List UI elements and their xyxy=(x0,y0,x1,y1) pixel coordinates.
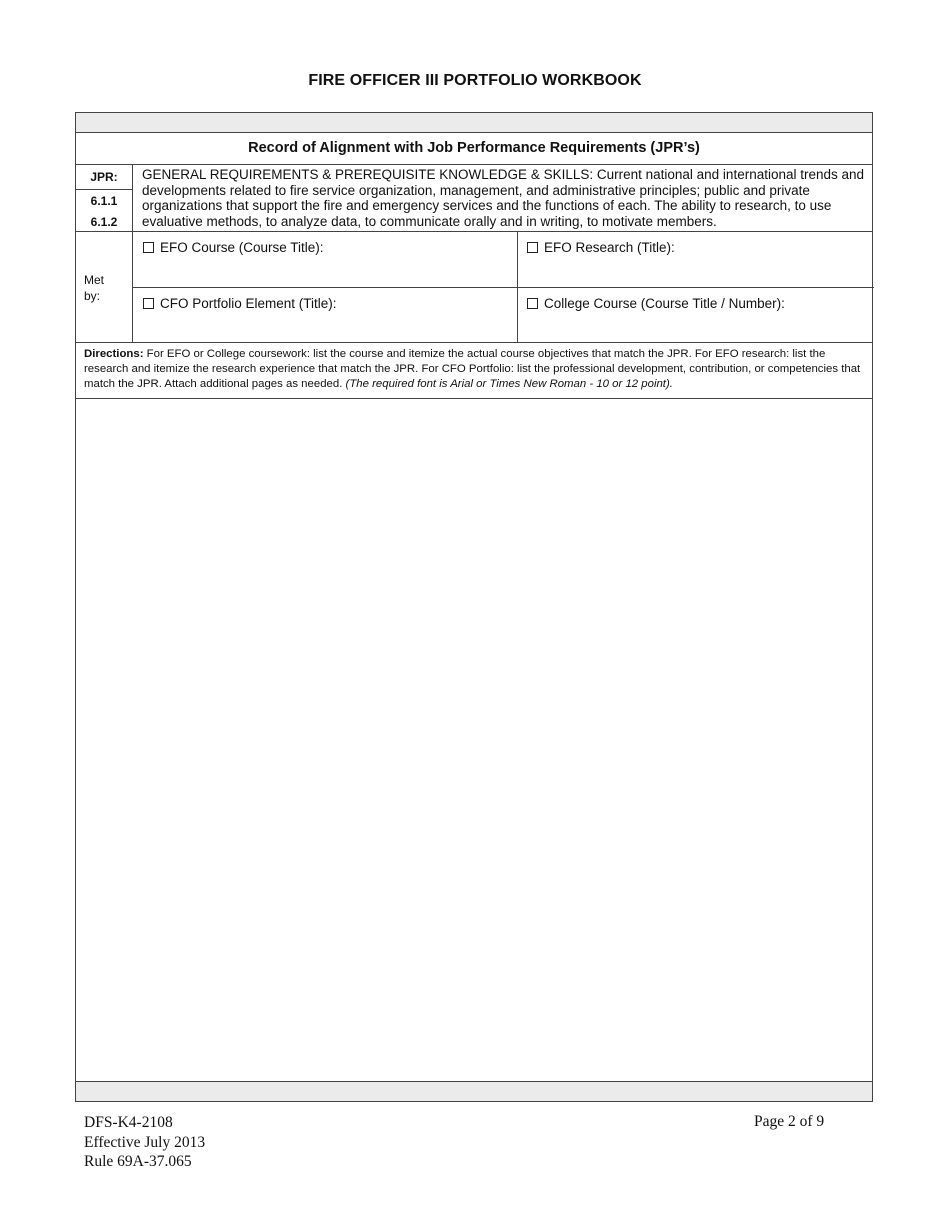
directions-font-note: (The required font is Arial or Times New Roman - 10 or 12 point). xyxy=(345,378,673,391)
row-divider xyxy=(76,342,872,343)
option-cfo-portfolio[interactable] xyxy=(143,296,337,311)
cfo-portfolio-checkbox[interactable] xyxy=(143,298,154,309)
form-header-band xyxy=(76,113,872,133)
efo-research-label: EFO Research (Title): xyxy=(544,240,675,255)
footer-info xyxy=(84,1113,205,1172)
efo-course-checkbox[interactable] xyxy=(143,242,154,253)
college-course-label: College Course (Course Title / Number): xyxy=(544,296,785,311)
efo-research-checkbox[interactable] xyxy=(527,242,538,253)
row-divider xyxy=(76,231,872,232)
option-efo-course[interactable] xyxy=(143,240,324,255)
response-area[interactable] xyxy=(76,399,872,1083)
form-id: DFS-K4-2108 xyxy=(84,1114,173,1131)
directions-label: Directions: xyxy=(84,348,144,360)
document-title: FIRE OFFICER III PORTFOLIO WORKBOOK xyxy=(308,72,642,89)
met-by-label xyxy=(84,272,104,304)
efo-course-label: EFO Course (Course Title): xyxy=(160,240,324,255)
directions-body: For EFO or College coursework: list the course and itemize the actual course objectives that match the JPR. For EFO research: list the research and itemize the research experience that match the JPR. For CFO Portfolio: list the professional development, contribution, or competencies that match the JPR. Attach additional pages as needed. xyxy=(84,348,861,391)
page-number: Page 2 of 9 xyxy=(754,1113,825,1130)
jpr-number-1: 6.1.1 xyxy=(90,194,118,208)
met-by-label-line2: by: xyxy=(84,289,101,303)
college-course-checkbox[interactable] xyxy=(527,298,538,309)
jpr-alignment-form xyxy=(75,112,873,1102)
form-footer-band xyxy=(76,1081,872,1101)
rule-number: Rule 69A-37.065 xyxy=(84,1153,192,1170)
record-title: Record of Alignment with Job Performance Requirements (JPR’s) xyxy=(76,133,872,165)
jpr-description: GENERAL REQUIREMENTS & PREREQUISITE KNOWLEDGE & SKILLS: Current national and international trends and developments related to fire service organization, management, and administrative principles; public and private organizations that support the fire and emergency services and the functions of each. The ability to research, to use evaluative methods, to analyze data, to communicate orally and in writing, to motivate members. xyxy=(142,167,865,229)
directions-text xyxy=(84,347,868,393)
jpr-label-column xyxy=(76,165,133,231)
option-college-course[interactable] xyxy=(527,296,785,311)
met-by-column xyxy=(76,232,133,343)
jpr-label: JPR: xyxy=(76,165,132,190)
cfo-portfolio-label: CFO Portfolio Element (Title): xyxy=(160,296,337,311)
option-efo-research[interactable] xyxy=(527,240,675,255)
jpr-number-2: 6.1.2 xyxy=(90,215,118,229)
effective-date: Effective July 2013 xyxy=(84,1133,206,1151)
met-by-label-line1: Met xyxy=(84,273,105,287)
options-horizontal-divider xyxy=(133,287,874,288)
